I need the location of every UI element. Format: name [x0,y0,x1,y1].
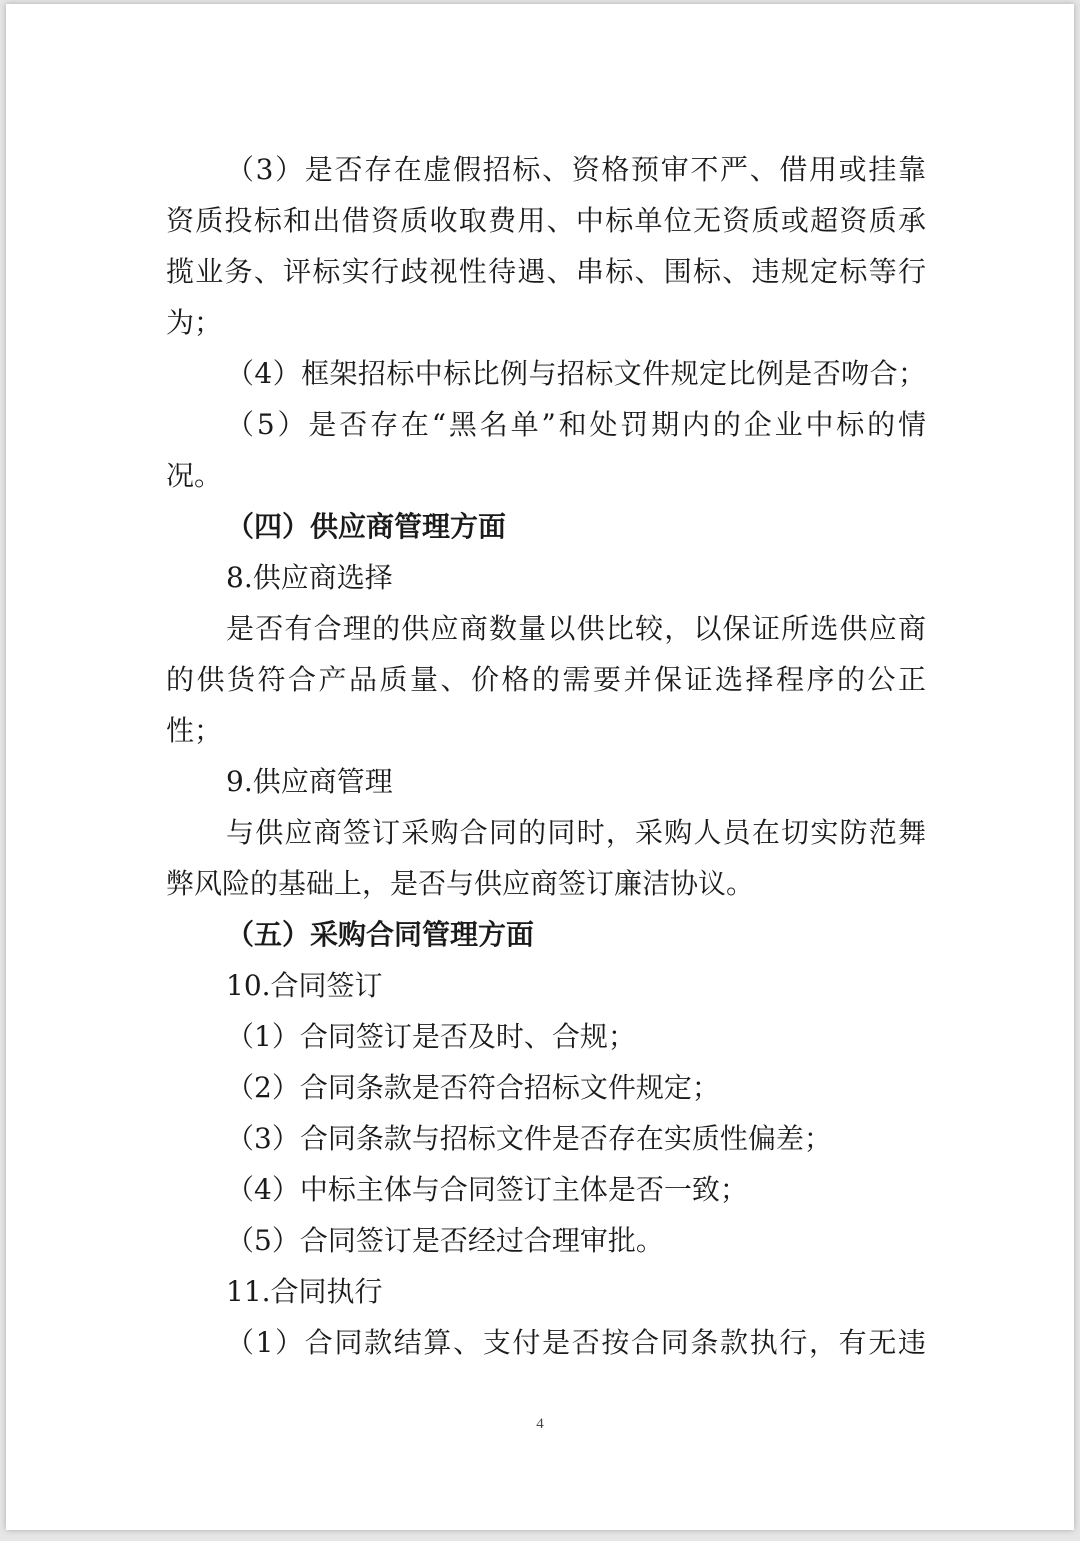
text-line: （5）合同签订是否经过合理审批。 [226,1224,664,1257]
document-body [166,144,926,1368]
subsection-heading: 8.供应商选择 [226,561,393,594]
text-line: 弊风险的基础上，是否与供应商签订廉洁协议。 [166,867,755,900]
subsection-heading: 9.供应商管理 [226,765,393,798]
document-page [6,4,1074,1530]
text-line: 况。 [166,459,223,492]
text-line: 的供货符合产品质量、价格的需要并保证选择程序的公正 [166,663,926,696]
section-heading: （四）供应商管理方面 [226,510,507,543]
page-number: 4 [536,1416,544,1432]
text-line: 为； [166,306,223,339]
subsection-heading: 11.合同执行 [226,1275,383,1308]
text-line: 资质投标和出借资质收取费用、中标单位无资质或超资质承 [166,204,926,237]
text-line: （1）合同款结算、支付是否按合同条款执行，有无违 [226,1326,926,1359]
text-line: （3）是否存在虚假招标、资格预审不严、借用或挂靠 [226,153,926,186]
text-line: （4）框架招标中标比例与招标文件规定比例是否吻合； [226,357,926,390]
text-line: 性； [166,714,223,747]
text-line: （1）合同签订是否及时、合规； [226,1020,636,1053]
text-line: 与供应商签订采购合同的同时，采购人员在切实防范舞 [226,816,926,849]
text-line: 揽业务、评标实行歧视性待遇、串标、围标、违规定标等行 [166,255,926,288]
text-line: （3）合同条款与招标文件是否存在实质性偏差； [226,1122,832,1155]
section-heading: （五）采购合同管理方面 [226,918,535,951]
text-line: 是否有合理的供应商数量以供比较，以保证所选供应商 [226,612,926,645]
subsection-heading: 10.合同签订 [226,969,383,1002]
text-line: （2）合同条款是否符合招标文件规定； [226,1071,720,1104]
text-line: （5）是否存在“黑名单”和处罚期内的企业中标的情 [226,408,926,441]
text-line: （4）中标主体与合同签订主体是否一致； [226,1173,748,1206]
